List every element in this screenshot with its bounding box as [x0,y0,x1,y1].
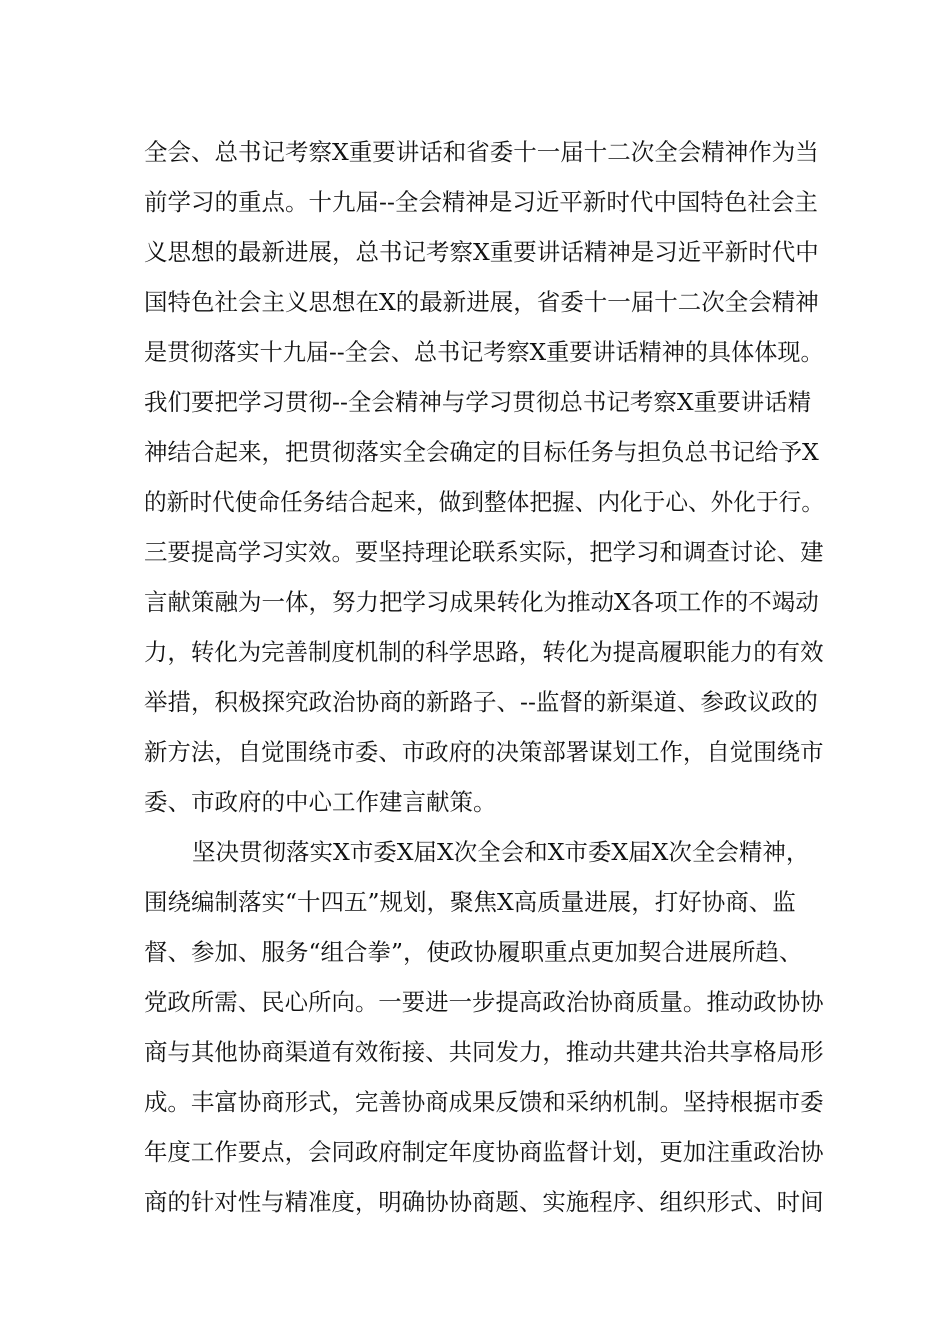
text-line: 是贯彻落实十九届--全会、总书记考察X重要讲话精神的具体体现。 [144,338,824,366]
text-line: 商与其他协商渠道有效衔接、共同发力，推动共建共治共享格局形 [144,1038,824,1066]
text-line: 我们要把学习贯彻--全会精神与学习贯彻总书记考察X重要讲话精 [144,388,812,416]
text-line: 全会、总书记考察X重要讲话和省委十一届十二次全会精神作为当 [144,138,819,166]
text-line: 成。丰富协商形式，完善协商成果反馈和采纳机制。坚持根据市委 [144,1088,824,1116]
text-line: 举措，积极探究政治协商的新路子、--监督的新渠道、参政议政的 [144,688,818,716]
text-line: 国特色社会主义思想在X的最新进展，省委十一届十二次全会精神 [144,288,819,316]
text-line: 督、参加、服务“组合拳”，使政协履职重点更加契合进展所趋、 [144,938,803,966]
paragraph-first-line: 坚决贯彻落实X市委X届X次全会和X市委X届X次全会精神， [192,838,810,866]
text-line: 年度工作要点，会同政府制定年度协商监督计划，更加注重政治协 [144,1138,824,1166]
text-line: 力，转化为完善制度机制的科学思路，转化为提高履职能力的有效 [144,638,824,666]
text-line: 的新时代使命任务结合起来，做到整体把握、内化于心、外化于行。 [144,488,824,516]
text-line: 义思想的最新进展，总书记考察X重要讲话精神是习近平新时代中 [144,238,819,266]
text-line: 委、市政府的中心工作建言献策。 [144,788,497,816]
text-line: 三要提高学习实效。要坚持理论联系实际，把学习和调查讨论、建 [144,538,824,566]
text-line: 前学习的重点。十九届--全会精神是习近平新时代中国特色社会主 [144,188,818,216]
text-line: 新方法，自觉围绕市委、市政府的决策部署谋划工作，自觉围绕市 [144,738,824,766]
text-line: 商的针对性与精准度，明确协协商题、实施程序、组织形式、时间 [144,1188,824,1216]
text-line: 围绕编制落实“十四五”规划，聚焦X高质量进展，打好协商、监 [144,888,796,916]
text-line: 党政所需、民心所向。一要进一步提高政治协商质量。推动政协协 [144,988,824,1016]
text-line: 言献策融为一体，努力把学习成果转化为推动X各项工作的不竭动 [144,588,819,616]
text-line: 神结合起来，把贯彻落实全会确定的目标任务与担负总书记给予X [144,438,819,466]
